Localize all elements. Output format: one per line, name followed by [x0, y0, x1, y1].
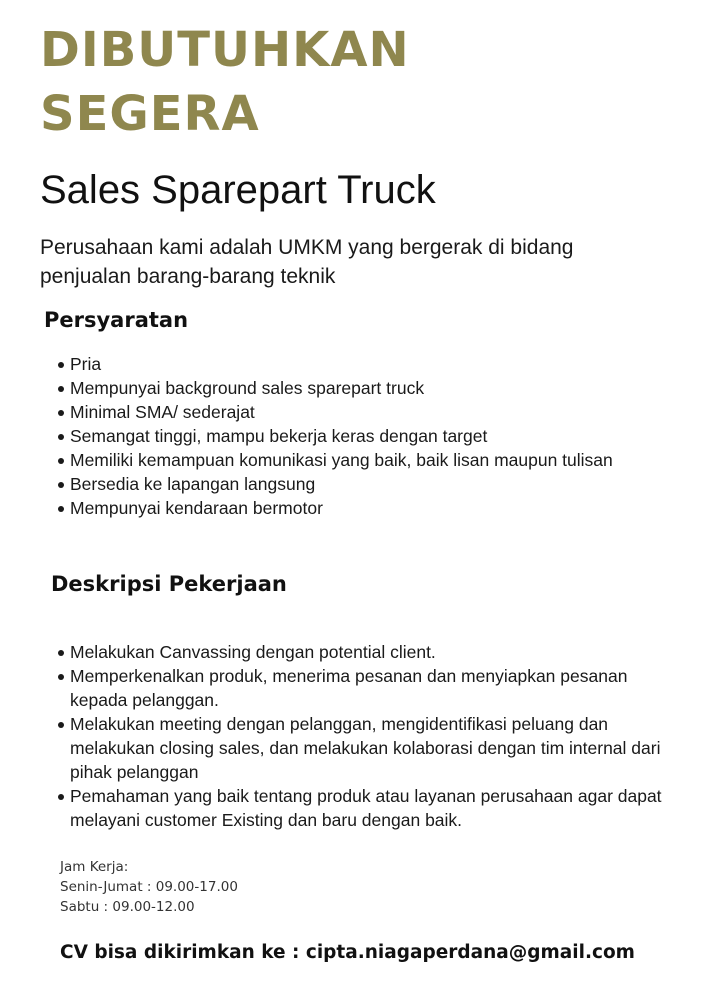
working-hours-saturday: Sabtu : 09.00-12.00 [60, 899, 195, 915]
job-description-title: Deskripsi Pekerjaan [51, 572, 287, 596]
headline-line-1: DIBUTUHKAN [40, 22, 410, 78]
job-title: Sales Sparepart Truck [40, 168, 436, 212]
job-description-item: Memperkenalkan produk, menerima pesanan dan menyiapkan pesanan kepada pelanggan. [41, 664, 666, 712]
requirement-item: Memiliki kemampuan komunikasi yang baik, baik lisan maupun tulisan [41, 448, 681, 472]
job-description-item: Pemahaman yang baik tentang produk atau layanan perusahaan agar dapat melayani customer Existing dan baru dengan baik. [41, 784, 666, 832]
job-description-item: Melakukan Canvassing dengan potential client. [41, 640, 666, 664]
job-description-item: Melakukan meeting dengan pelanggan, mengidentifikasi peluang dan melakukan closing sales, dan melakukan kolaborasi dengan tim internal dari pihak pelanggan [41, 712, 666, 784]
requirement-item: Minimal SMA/ sederajat [41, 400, 681, 424]
working-hours-label: Jam Kerja: [60, 859, 129, 875]
requirements-list [41, 352, 681, 520]
job-description-list [41, 640, 666, 832]
working-hours-weekdays: Senin-Jumat : 09.00-17.00 [60, 879, 238, 895]
cv-contact: CV bisa dikirimkan ke : cipta.niagaperdana@gmail.com [60, 942, 635, 963]
requirements-title: Persyaratan [44, 308, 189, 332]
requirement-item: Mempunyai kendaraan bermotor [41, 496, 681, 520]
headline [40, 18, 410, 146]
requirement-item: Semangat tinggi, mampu bekerja keras dengan target [41, 424, 681, 448]
headline-line-2: SEGERA [40, 86, 260, 142]
requirement-item: Mempunyai background sales sparepart truck [41, 376, 681, 400]
working-hours [60, 857, 238, 917]
company-intro: Perusahaan kami adalah UMKM yang bergerak di bidang penjualan barang-barang teknik [40, 236, 574, 288]
requirement-item: Bersedia ke lapangan langsung [41, 472, 681, 496]
requirement-item: Pria [41, 352, 681, 376]
